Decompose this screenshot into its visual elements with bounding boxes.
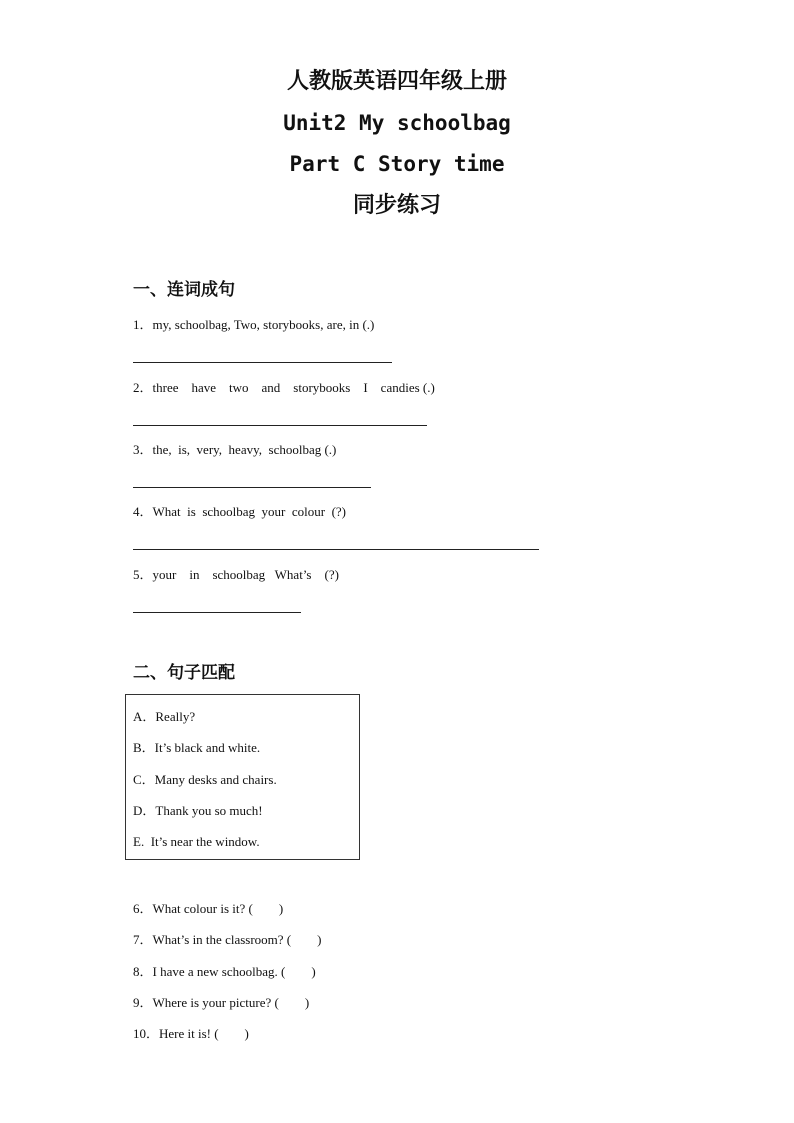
title-exercise: 同步练习 <box>352 192 441 218</box>
section-heading-sentence-building: 一、连词成句 <box>133 280 235 300</box>
answer-line-3[interactable] <box>133 487 371 488</box>
question-8: 8．I have a new schoolbag. ( ) <box>133 964 316 979</box>
question-1: 1．my, schoolbag, Two, storybooks, are, in (.) <box>133 317 375 332</box>
title-unit: Unit2 My schoolbag <box>283 111 511 135</box>
answer-line-4[interactable] <box>133 549 539 550</box>
question-4: 4．What is schoolbag your colour (?) <box>133 504 347 519</box>
question-10: 10．Here it is! ( ) <box>133 1026 249 1041</box>
question-9: 9．Where is your picture? ( ) <box>133 995 310 1010</box>
title-part: Part C Story time <box>289 152 505 176</box>
section-heading-sentence-matching: 二、句子匹配 <box>133 663 235 683</box>
option-d: D．Thank you so much! <box>133 803 263 818</box>
question-5: 5．your in schoolbag What’s (?) <box>133 567 339 582</box>
option-b: B．It’s black and white. <box>133 740 261 755</box>
question-2: 2．three have two and storybooks I candies (.) <box>133 380 435 395</box>
option-e: E. It’s near the window. <box>133 834 260 849</box>
title-textbook: 人教版英语四年级上册 <box>286 68 507 94</box>
question-7: 7．What’s in the classroom? ( ) <box>133 932 322 947</box>
answer-line-2[interactable] <box>133 425 427 426</box>
question-6: 6．What colour is it? ( ) <box>133 901 284 916</box>
answer-line-5[interactable] <box>133 612 301 613</box>
option-a: A．Really? <box>133 709 196 724</box>
answer-line-1[interactable] <box>133 362 392 363</box>
option-c: C．Many desks and chairs. <box>133 772 277 787</box>
options-box <box>125 694 360 860</box>
question-3: 3．the, is, very, heavy, schoolbag (.) <box>133 442 337 457</box>
